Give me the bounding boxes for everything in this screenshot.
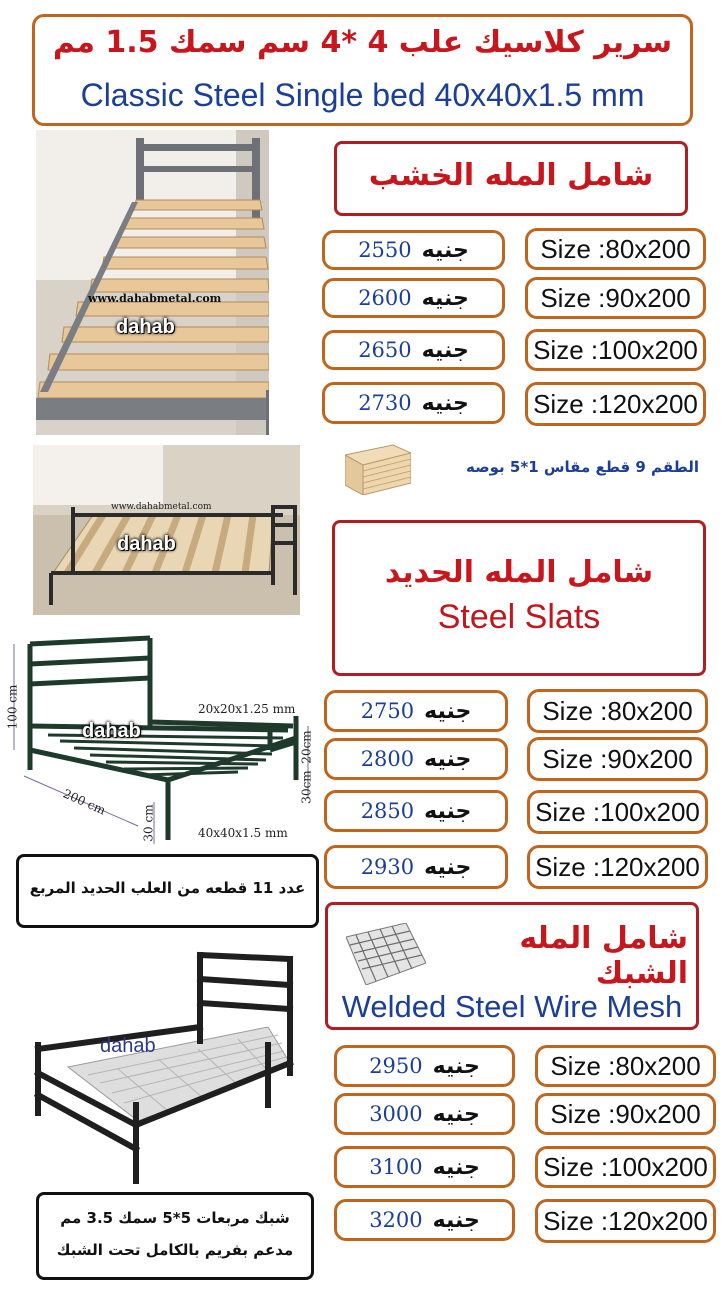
mesh-note-line1: شبك مربعات 5*5 سمك 3.5 مم [60, 1209, 290, 1227]
price-value: 2750 [360, 699, 415, 723]
price-value: 3000 [369, 1102, 423, 1126]
steel-title-arabic: شامل المله الحديد [384, 555, 654, 590]
section-title-wood [334, 141, 688, 216]
currency-label: جنيه [424, 746, 472, 772]
mesh-note-line2: مدعم بفريم بالكامل تحت الشبك [56, 1241, 294, 1259]
currency-label: جنيه [432, 1101, 480, 1127]
steel-price-120 [324, 845, 508, 889]
mesh-price-100 [334, 1146, 515, 1188]
size-label: Size :90x200 [540, 282, 691, 313]
dim-label-100cm: 100 cm [5, 684, 20, 730]
dim-label-20cm: 20cm [299, 730, 314, 764]
wood-bed-illustration [36, 130, 269, 435]
wood-size-120 [525, 382, 706, 426]
price-value: 3200 [369, 1208, 423, 1232]
currency-label: جنيه [424, 854, 472, 880]
mesh-size-120 [535, 1199, 716, 1243]
currency-label: جنيه [424, 698, 472, 724]
header-box [32, 14, 693, 126]
bed-dimension-diagram [5, 630, 320, 850]
size-label: Size :90x200 [542, 743, 693, 774]
wire-mesh-image [346, 923, 426, 985]
section-title-steel [332, 520, 706, 676]
price-value: 3100 [369, 1155, 423, 1179]
size-label: Size :100x200 [543, 1151, 708, 1182]
currency-label: جنيه [424, 798, 472, 824]
size-label: Size :100x200 [535, 796, 700, 827]
wood-slats-stack-image [345, 437, 411, 495]
currency-label: جنيه [421, 285, 469, 311]
dimension-drawing [8, 630, 320, 850]
mesh-price-120 [334, 1199, 515, 1241]
photo-steel-slat-bed [33, 445, 300, 615]
wood-planks-icon [345, 437, 411, 495]
wood-slats-note: الطقم 9 قطع مقاس 1*5 بوصه [466, 458, 699, 476]
photo2-brand-watermark: dahab [117, 533, 176, 555]
currency-label: جنيه [432, 1207, 480, 1233]
mesh-photo-brand-watermark: dahab [100, 1035, 156, 1057]
diagram-brand-watermark: dahab [82, 720, 141, 742]
steel-price-90 [324, 738, 508, 780]
currency-label: جنيه [432, 1154, 480, 1180]
mesh-price-90 [334, 1093, 515, 1135]
photo-wood-slat-bed [36, 130, 269, 435]
currency-label: جنيه [432, 1053, 480, 1079]
dim-label-30cm-leg: 30 cm [141, 804, 156, 842]
mesh-size-80 [535, 1045, 716, 1087]
wood-price-100 [322, 330, 505, 370]
steel-bed-illustration [33, 445, 300, 615]
size-label: Size :80x200 [542, 695, 693, 726]
mesh-title-arabic: شامل المله الشبك [519, 921, 688, 991]
header-title-english: Classic Steel Single bed 40x40x1.5 mm [80, 77, 645, 113]
wood-price-120 [322, 382, 505, 424]
mesh-title-english: Welded Steel Wire Mesh [341, 989, 683, 1024]
dim-label-slat-size: 20x20x1.25 mm [198, 702, 296, 716]
currency-label: جنيه [421, 337, 469, 363]
wood-size-100 [525, 329, 706, 371]
price-value: 2550 [358, 238, 412, 262]
steel-size-100 [527, 790, 708, 834]
size-label: Size :100x200 [533, 334, 698, 365]
size-label: Size :120x200 [535, 851, 700, 882]
photo2-website-watermark: www.dahabmetal.com [111, 502, 212, 512]
section-title-mesh [325, 902, 699, 1030]
dim-label-30cm: 30cm [299, 770, 314, 804]
wood-price-90 [322, 278, 505, 318]
price-value: 2650 [358, 338, 412, 362]
mesh-bed-illustration [28, 945, 298, 1185]
currency-label: جنيه [421, 237, 469, 263]
price-value: 2730 [358, 391, 412, 415]
photo-website-watermark: www.dahabmetal.com [88, 292, 222, 305]
wood-size-90 [525, 277, 706, 319]
steel-slats-note: عدد 11 قطعه من العلب الحديد المربع [16, 854, 319, 928]
price-value: 2930 [360, 855, 415, 879]
steel-size-120 [527, 845, 708, 889]
price-value: 2850 [360, 799, 415, 823]
steel-size-90 [527, 737, 708, 781]
mesh-size-90 [535, 1093, 716, 1135]
wood-title-arabic: شامل المله الخشب [368, 158, 654, 193]
steel-size-80 [527, 689, 708, 733]
price-value: 2600 [358, 286, 412, 310]
photo-brand-watermark: dahab [116, 316, 175, 338]
wood-size-80 [525, 228, 706, 270]
mesh-note [36, 1192, 314, 1280]
mesh-size-100 [535, 1146, 716, 1188]
currency-label: جنيه [421, 390, 469, 416]
size-label: Size :120x200 [533, 388, 698, 419]
size-label: Size :80x200 [550, 1050, 701, 1081]
wire-mesh-icon [346, 923, 426, 985]
mesh-price-80 [334, 1045, 515, 1087]
steel-price-80 [324, 690, 508, 732]
steel-title-english: Steel Slats [437, 598, 601, 636]
steel-price-100 [324, 790, 508, 832]
photo-mesh-bed [28, 945, 298, 1185]
dim-label-frame-size: 40x40x1.5 mm [198, 826, 288, 840]
price-value: 2800 [360, 747, 415, 771]
header-title-arabic: سرير كلاسيك علب 4 *4 سم سمك 1.5 مم [52, 25, 673, 60]
size-label: Size :120x200 [543, 1205, 708, 1236]
size-label: Size :80x200 [540, 233, 691, 264]
price-value: 2950 [369, 1054, 423, 1078]
size-label: Size :90x200 [550, 1098, 701, 1129]
dim-label-200cm: 200 cm [61, 786, 108, 818]
wood-price-80 [322, 230, 505, 270]
